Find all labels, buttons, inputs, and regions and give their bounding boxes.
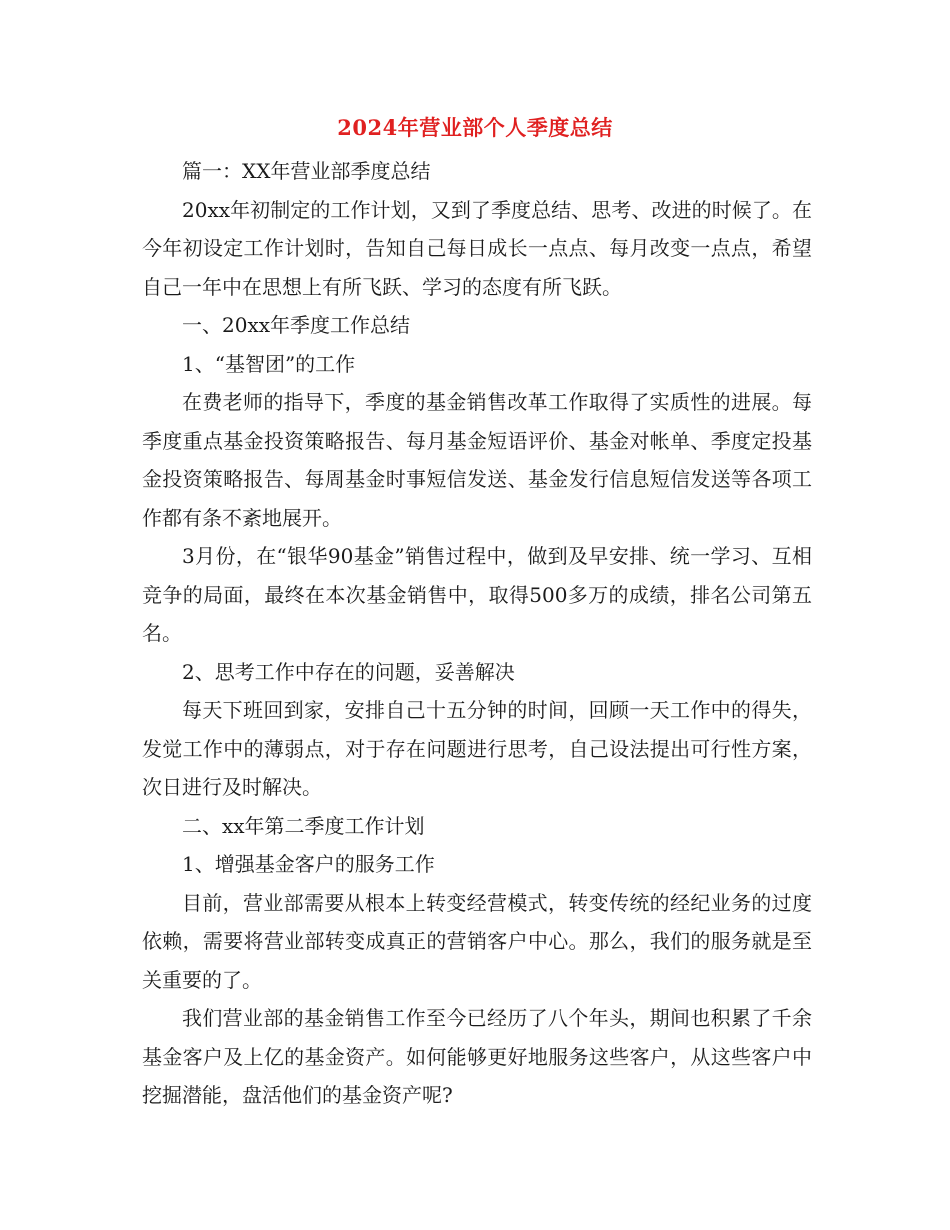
subheading-client-service: 1、增强基金客户的服务工作 bbox=[182, 852, 435, 876]
section-heading-summary: 一、20xx年季度工作总结 bbox=[182, 313, 411, 337]
document-title: 2024年营业部个人季度总结 bbox=[337, 115, 613, 140]
subheading-problems: 2、思考工作中存在的问题，妥善解决 bbox=[182, 659, 515, 684]
section-heading-plan: 二、xx年第二季度工作计划 bbox=[182, 813, 425, 838]
document-body bbox=[142, 152, 812, 1115]
paragraph-fund-clients: 我们营业部的基金销售工作至今已经历了八个年头，期间也积累了千余基金客户及上亿的基金资产。如何能够更好地服务这些客户，从这些客户中挖掘潜能，盘活他们的基金资产呢? bbox=[142, 1006, 812, 1107]
paragraph-fund-reform: 在费老师的指导下，季度的基金销售改革工作取得了实质性的进展。每季度重点基金投资策略报告、每月基金短语评价、基金对帐单、季度定投基金投资策略报告、每周基金时事短信发送、基金发行信息短信发送等各项工作都有条不紊地展开。 bbox=[142, 390, 812, 530]
section-heading-part-one: 篇一：XX年营业部季度总结 bbox=[182, 159, 431, 183]
paragraph-intro: 20xx年初制定的工作计划，又到了季度总结、思考、改进的时候了。在今年初设定工作计划时，告知自己每日成长一点点、每月改变一点点，希望自己一年中在思想上有所飞跃、学习的态度有所飞跃。 bbox=[142, 197, 812, 299]
paragraph-business-model: 目前，营业部需要从根本上转变经营模式，转变传统的经纪业务的过度依赖，需要将营业部转变成真正的营销客户中心。那么，我们的服务就是至关重要的了。 bbox=[142, 890, 812, 992]
paragraph-march-sales: 3月份，在“银华90基金”销售过程中，做到及早安排、统一学习、互相竞争的局面，最终在本次基金销售中，取得500多万的成绩，排名公司第五名。 bbox=[142, 544, 812, 645]
paragraph-daily-review: 每天下班回到家，安排自己十五分钟的时间，回顾一天工作中的得失，发觉工作中的薄弱点，对于存在问题进行思考，自己设法提出可行性方案，次日进行及时解决。 bbox=[142, 698, 812, 799]
subheading-jizhituan: 1、“基智团”的工作 bbox=[182, 351, 356, 376]
